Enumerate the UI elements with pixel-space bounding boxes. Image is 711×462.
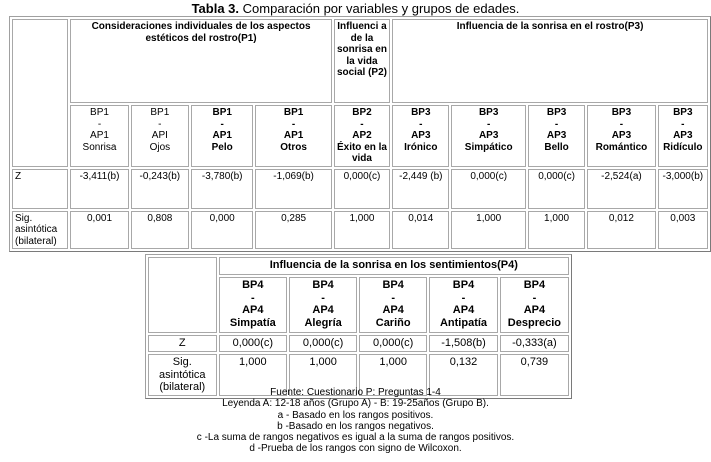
row-label: Z xyxy=(12,169,68,209)
table-title xyxy=(0,2,711,16)
row-label: Sig. asintótica (bilateral) xyxy=(12,211,68,250)
column-header-top: BP1 xyxy=(90,107,109,118)
column-header-sep: - xyxy=(158,118,162,130)
column-header xyxy=(219,277,288,333)
group-header-row xyxy=(12,19,708,103)
column-header-sep: - xyxy=(419,118,423,130)
row-label: Sig. asintótica (bilateral) xyxy=(148,354,217,396)
column-header-name: Bello xyxy=(544,141,569,153)
table-cell: 0,132 xyxy=(429,354,498,396)
column-header-name: Sonrisa xyxy=(82,141,117,153)
column-header xyxy=(528,105,585,167)
column-header-bottom: AP3 xyxy=(546,130,567,141)
column-header-bottom: AP1 xyxy=(283,130,304,141)
table-cell: -0,333(a) xyxy=(500,335,569,352)
column-header-name: Pelo xyxy=(211,141,233,153)
column-header-top: BP3 xyxy=(411,107,431,118)
column-header-row xyxy=(12,105,708,167)
table-cell: 1,000 xyxy=(359,354,427,396)
column-header-top: BP3 xyxy=(611,107,632,118)
column-header-bottom: AP4 xyxy=(242,304,264,316)
group-header-p3: Influencia de la sonrisa en el rostro(P3) xyxy=(392,19,708,103)
table-cell: 0,000 xyxy=(191,211,253,250)
column-header-bottom: AP3 xyxy=(611,130,632,141)
table-cell: -2,524(a) xyxy=(587,169,655,209)
corner-cell xyxy=(148,257,217,333)
column-header-bottom: AP4 xyxy=(382,304,404,316)
table-cell: 1,000 xyxy=(219,354,288,396)
column-header xyxy=(131,105,189,167)
column-header-top: BP3 xyxy=(673,107,693,118)
column-header xyxy=(359,277,427,333)
column-header-sep: - xyxy=(487,118,491,130)
column-header-name: Éxito en la vida xyxy=(336,141,387,164)
table-cell: 0,808 xyxy=(131,211,189,250)
table-cell: 0,285 xyxy=(255,211,331,250)
table-cell: -0,243(b) xyxy=(131,169,189,209)
column-header-name: Desprecio xyxy=(507,316,561,329)
table-cell: -3,780(b) xyxy=(191,169,253,209)
column-header-bottom: AP3 xyxy=(478,130,499,141)
table-cell: -3,000(b) xyxy=(658,169,708,209)
column-header xyxy=(451,105,525,167)
column-header-name: Ojos xyxy=(149,141,171,153)
column-header-sep: - xyxy=(532,291,537,304)
table-cell: -1,069(b) xyxy=(255,169,331,209)
column-header-top: BP1 xyxy=(150,107,170,118)
table-cell: -3,411(b) xyxy=(70,169,128,209)
table-cell: 0,014 xyxy=(392,211,449,250)
column-header xyxy=(70,105,128,167)
note-line: d -Prueba de los rangos con signo de Wilcoxon. xyxy=(249,443,462,455)
column-header-top: BP4 xyxy=(312,279,334,291)
table-cell: 0,001 xyxy=(70,211,128,250)
table-cell: 1,000 xyxy=(451,211,525,250)
table-cell: 0,012 xyxy=(587,211,655,250)
column-header-top: BP3 xyxy=(478,107,499,118)
column-header xyxy=(429,277,498,333)
column-header xyxy=(587,105,655,167)
row-label: Z xyxy=(148,335,217,352)
column-header-top: BP2 xyxy=(352,107,372,118)
table-cell: -1,508(b) xyxy=(429,335,498,352)
column-header xyxy=(392,105,449,167)
note-line: b -Basado en los rangos negativos. xyxy=(277,420,434,432)
column-header-bottom: AP3 xyxy=(673,130,693,141)
column-header-name: Alegría xyxy=(304,316,342,329)
column-header-name: Irónico xyxy=(404,141,438,153)
column-header-bottom: AP1 xyxy=(90,130,109,141)
note-line: Fuente: Cuestionario P: Preguntas 1-4 xyxy=(270,387,441,398)
column-header-top: BP4 xyxy=(452,279,475,291)
column-header xyxy=(289,277,357,333)
column-header xyxy=(191,105,253,167)
column-header-sep: - xyxy=(291,118,296,130)
column-header-sep: - xyxy=(619,118,624,130)
table-cell: -2,449 (b) xyxy=(392,169,449,209)
group-header-p2: Influenci a de la sonrisa en la vida social (P2) xyxy=(334,19,390,103)
column-header-sep: - xyxy=(554,118,559,130)
column-header-sep: - xyxy=(321,291,325,304)
column-header-sep: - xyxy=(360,118,364,130)
table-cell: 0,000(c) xyxy=(359,335,427,352)
group-header-p4: Influencia de la sonrisa en los sentimientos(P4) xyxy=(219,257,569,275)
table-cell: 1,000 xyxy=(528,211,585,250)
column-header-bottom: AP2 xyxy=(352,130,372,141)
column-header xyxy=(334,105,390,167)
column-header-top: BP4 xyxy=(523,279,546,291)
column-header-top: BP1 xyxy=(283,107,304,118)
table-cell: 0,000(c) xyxy=(219,335,288,352)
column-header-sep: - xyxy=(250,291,255,304)
column-header-bottom: AP1 xyxy=(212,130,232,141)
column-header xyxy=(255,105,331,167)
group-header-p1: Consideraciones individuales de los aspectos estéticos del rostro(P1) xyxy=(70,19,331,103)
column-header-name: Antipatía xyxy=(439,316,488,329)
table-cell: 1,000 xyxy=(334,211,390,250)
table-row-z xyxy=(148,335,569,352)
note-line: Leyenda A: 12-18 años (Grupo A) - B: 19-25años (Grupo B). xyxy=(222,398,489,410)
table-title-label: Tabla 3. xyxy=(191,1,240,16)
table-title-text: Comparación por variables y grupos de edades. xyxy=(239,1,520,16)
column-header-name: Simpatía xyxy=(229,316,276,329)
column-header xyxy=(500,277,569,333)
table-cell: 0,739 xyxy=(500,354,569,396)
note-line: c -La suma de rangos negativos es igual a la suma de rangos positivos. xyxy=(196,432,515,444)
corner-cell xyxy=(12,19,68,167)
column-header xyxy=(658,105,708,167)
column-header-name: Ridículo xyxy=(663,141,703,153)
column-header-sep: - xyxy=(461,291,466,304)
column-header-top: BP1 xyxy=(212,107,232,118)
table-cell: 1,000 xyxy=(289,354,357,396)
column-header-name: Romántico xyxy=(595,141,648,153)
column-header-sep: - xyxy=(391,291,395,304)
column-header-name: Otros xyxy=(280,141,307,153)
table-row-z xyxy=(12,169,708,209)
table-cell: 0,000(c) xyxy=(528,169,585,209)
column-header-top: BP4 xyxy=(242,279,264,291)
table-notes xyxy=(0,387,711,455)
column-header-sep: - xyxy=(220,118,224,130)
table-cell: 0,000(c) xyxy=(289,335,357,352)
table-cell: 0,000(c) xyxy=(451,169,525,209)
column-header-sep: - xyxy=(97,118,102,130)
column-header-bottom: AP4 xyxy=(312,304,334,316)
column-header-sep: - xyxy=(681,118,685,130)
table-cell: 0,003 xyxy=(658,211,708,250)
column-header-top: BP4 xyxy=(382,279,404,291)
column-header-bottom: API xyxy=(151,130,168,141)
group-header-row xyxy=(148,257,569,275)
column-header-top: BP3 xyxy=(546,107,567,118)
column-header-name: Cariño xyxy=(375,316,411,329)
column-header-bottom: AP4 xyxy=(452,304,475,316)
comparison-table-p1-p3 xyxy=(9,16,711,252)
note-line: a - Basado en los rangos positivos. xyxy=(277,409,434,421)
column-header-bottom: AP3 xyxy=(411,130,431,141)
table-row-sig xyxy=(12,211,708,250)
table-cell: 0,000(c) xyxy=(334,169,390,209)
column-header-bottom: AP4 xyxy=(523,304,546,316)
comparison-table-p4 xyxy=(145,254,572,399)
column-header-name: Simpático xyxy=(464,141,513,153)
